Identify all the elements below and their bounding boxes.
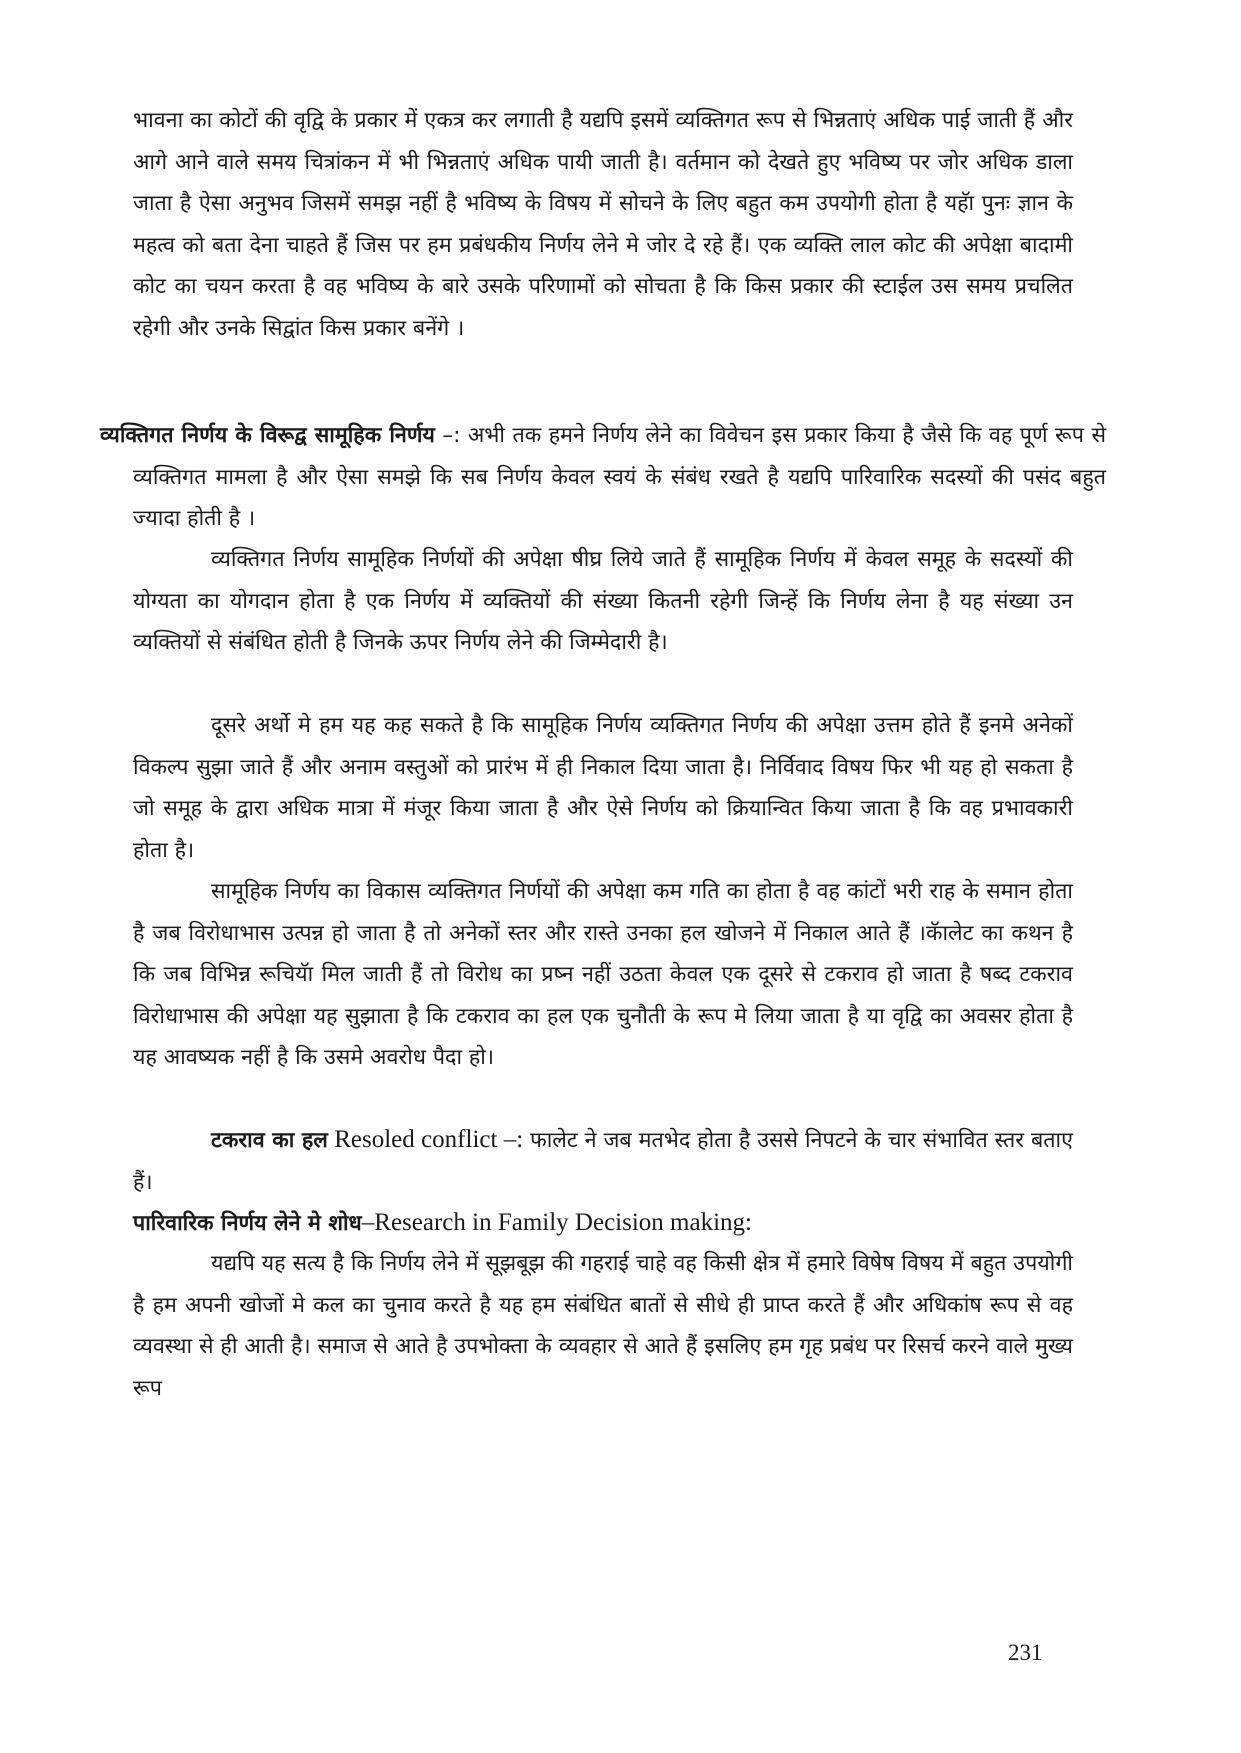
section-heading: टकराव का हल [211, 1128, 328, 1153]
paragraph-2: व्यक्तिगत निर्णय सामूहिक निर्णयों की अपेक्षा षीघ्र लिये जाते हैं सामूहिक निर्णय में केवल समूह के सदस्यों की योग्यता का योगदान होता है एक निर्णय में व्यक्तियों की संख्या कितनी रहेगी जिन्हें कि निर्णय लेना है यह संख्या उन व्यक्तियों से संबंधित होती है जिनके ऊपर निर्णय लेने की जिम्मेदारी है। [133, 547, 1073, 655]
paragraph-5: यद्यपि यह सत्य है कि निर्णय लेने में सूझबूझ की गहराई चाहे वह किसी क्षेत्र में हमारे विषेष विषय में बहुत उपयोगी है हम अपनी खोजों मे कल का चुनाव करते है यह हम संबंधित बातों से सीधे ही प्राप्त करते हैं और अधिकांष रूप से वह व्यवस्था से ही आती है। समाज से आते है उपभोक्ता के व्यवहार से आते हैं इसलिए हम गृह प्रबंध पर रिसर्च करने वाले मुख्य रूप [133, 1251, 1073, 1401]
paragraph-1: भावना का कोटों की वृद्वि के प्रकार में एकत्र कर लगाती है यद्यपि इसमें व्यक्तिगत रूप से भिन्नताएं अधिक पाई जाती हैं और आगे आने वाले समय चित्रांकन में भी भिन्नताएं अधिक पायी जाती है। वर्तमान को देखते हुए भविष्य पर जोर अधिक डाला जाता है ऐसा अनुभव जिसमें समझ नहीं है भविष्य के विषय में सोचने के लिए बहुत कम उपयोगी होता है यहॅा पुनः ज्ञान के महत्व को बता देना चाहते हैं जिस पर हम प्रबंधकीय निर्णय लेने मे जोर दे रहे हैं। एक व्यक्ति लाल कोट की अपेक्षा बादामी कोट का चयन करता है वह भविष्य के बारे उसके परिणामों को सोचता है कि किस प्रकार की स्टाईल उस समय प्रचलित रहेगी और उनके सिद्वांत किस प्रकार बनेंगे । [133, 108, 1073, 341]
paragraph-3: दूसरे अर्थो मे हम यह कह सकते है कि सामूहिक निर्णय व्यक्तिगत निर्णय की अपेक्षा उत्तम होते हैं इनमे अनेकों विकल्प सुझा जाते हैं और अनाम वस्तुओं को प्रारंभ में ही निकाल दिया जाता है। निर्विवाद विषय फिर भी यह हो सकता है जो समूह के द्वारा अधिक मात्रा में मंजूर किया जाता है और ऐसे निर्णय को क्रियान्वित किया जाता है कि वह प्रभावकारी होता है। [133, 713, 1073, 863]
section-heading: व्यक्तिगत निर्णय के विरूद्व सामूहिक निर्णय [100, 423, 435, 448]
section-conflict-resolution [133, 1119, 1073, 1203]
section-heading-english: –Research in Family Decision making: [361, 1209, 752, 1236]
section-heading-english: Resoled conflict –: [327, 1126, 524, 1153]
section-family-decision-research [133, 1202, 1073, 1245]
paragraph-4: सामूहिक निर्णय का विकास व्यक्तिगत निर्णयों की अपेक्षा कम गति का होता है वह कांटों भरी राह के समान होता है जब विरोधाभास उत्पन्न हो जाता है तो अनेकों स्तर और रास्ते उनका हल खोजने में निकाल आते हैं ।कॅालेट का कथन है कि जब विभिन्न रूचियॅा मिल जाती हैं तो विरोध का प्रष्न नहीं उठता केवल एक दूसरे से टकराव हो जाता है षब्द टकराव विरोधाभास की अपेक्षा यह सुझाता है कि टकराव का हल एक चुनौती के रूप मे लिया जाता है या वृद्वि का अवसर होता है यह आवष्यक नहीं है कि उसमे अवरोध पैदा हो। [133, 879, 1073, 1070]
section-heading: पारिवारिक निर्णय लेने मे शोध [133, 1211, 362, 1236]
section-text: –: अभी तक हमने निर्णय लेने का विवेचन इस प्रकार किया है जैसे कि वह पूर्ण रूप से व्यक्तिगत मामला है और ऐसा समझे कि सब निर्णय केवल स्वयं के संबंध रखते है यद्यपि पारिवारिक सदस्यों की पसंद बहुत ज्यादा होती है । [133, 423, 1106, 531]
section-individual-vs-group [100, 415, 1106, 540]
section-text: फालेट ने जब मतभेद होता है उससे निपटने के चार संभावित स्तर बताए हैं। [133, 1128, 1073, 1195]
page-number: 231 [1008, 1640, 1043, 1665]
